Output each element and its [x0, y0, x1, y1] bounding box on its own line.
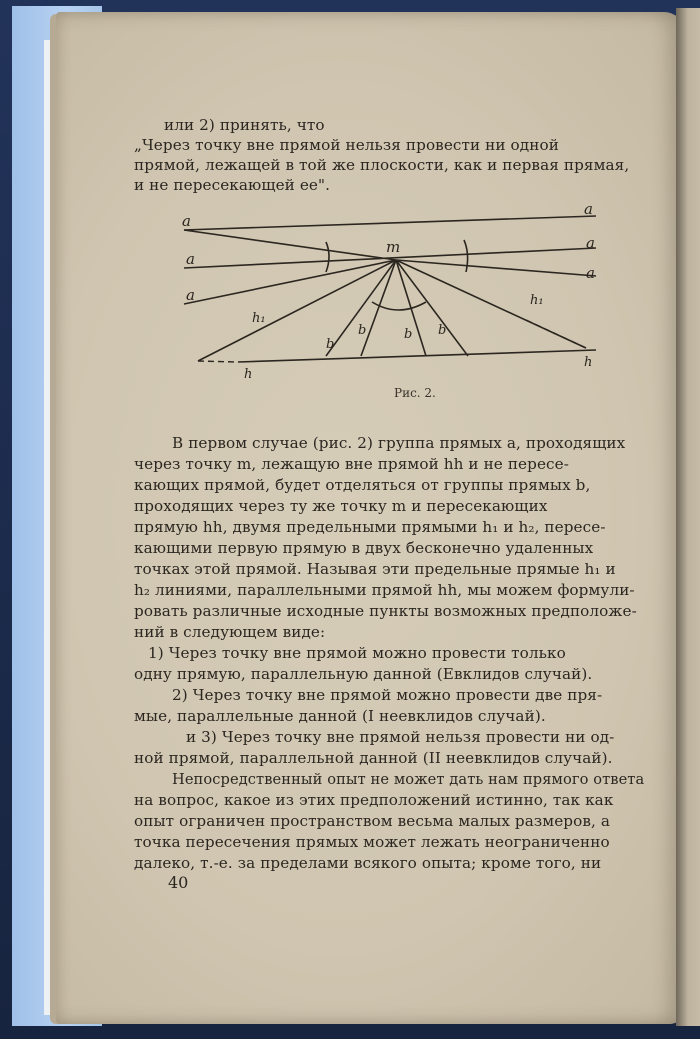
- body-line: на вопрос, какое из этих предположений истинно, так как: [134, 791, 614, 809]
- label-a-left-1: a: [182, 212, 191, 230]
- line-a-1-left: [184, 230, 396, 260]
- body-line: кающими первую прямую в двух бесконечно удаленных: [134, 539, 594, 557]
- label-a-right-2: a: [586, 234, 595, 252]
- arc-left: [326, 242, 329, 272]
- body-line: 2) Через точку вне прямой можно провести две пря-: [172, 686, 603, 704]
- dashed-h1-left: [198, 361, 238, 362]
- facing-page-edge: [676, 8, 700, 1026]
- line-hh: [238, 350, 596, 362]
- figure-parallel-lines: [176, 196, 620, 386]
- body-line: опыт ограничен пространством весьма малых размеров, а: [134, 812, 611, 830]
- label-b-2: b: [358, 323, 367, 338]
- body-line: ной прямой, параллельной данной (II неевклидов случай).: [134, 749, 613, 767]
- label-h-left: h: [244, 367, 253, 382]
- label-m: m: [386, 238, 401, 256]
- body-line: кающих прямой, будет отделяться от группы прямых b,: [134, 476, 591, 494]
- body-line: В первом случае (рис. 2) группа прямых a, проходящих: [172, 434, 626, 452]
- label-a-left-3: a: [186, 286, 195, 304]
- page-number: 40: [168, 873, 189, 892]
- body-line: Непосредственный опыт не может дать нам прямого ответа: [172, 770, 645, 788]
- line-h1-left: [198, 260, 396, 361]
- figure-caption: Рис. 2.: [394, 386, 436, 400]
- intro-line: „Через точку вне прямой нельзя провести ни одной: [134, 136, 559, 154]
- body-line: прямую hh, двумя предельными прямыми h₁ и h₂, пересе-: [134, 518, 606, 536]
- label-h-right: h: [584, 355, 593, 370]
- body-line: 1) Через точку вне прямой можно провести только: [148, 644, 566, 662]
- label-b-1: b: [326, 337, 335, 352]
- body-line: точках этой прямой. Называя эти предельные прямые h₁ и: [134, 560, 616, 578]
- body-line: и 3) Через точку вне прямой нельзя провести ни од-: [186, 728, 615, 746]
- label-b-3: b: [404, 327, 413, 342]
- label-a-right-1: a: [584, 200, 593, 218]
- body-line: h₂ линиями, параллельными прямой hh, мы можем формули-: [134, 581, 635, 599]
- body-line: одну прямую, параллельную данной (Евклидов случай).: [134, 665, 593, 683]
- label-a-right-3: a: [586, 264, 595, 282]
- body-line: точка пересечения прямых может лежать неограниченно: [134, 833, 610, 851]
- body-line: ровать различные исходные пункты возможных предположе-: [134, 602, 637, 620]
- intro-line: прямой, лежащей в той же плоскости, как и первая прямая,: [134, 156, 630, 174]
- label-b-4: b: [438, 323, 447, 338]
- body-line: через точку m, лежащую вне прямой hh и не пересе-: [134, 455, 569, 473]
- intro-line: или 2) принять, что: [164, 116, 325, 134]
- label-h1-left: h₁: [252, 311, 266, 326]
- arc-right: [464, 240, 468, 272]
- line-a-1: [184, 216, 596, 230]
- body-line: проходящих через ту же точку m и пересекающих: [134, 497, 548, 515]
- label-a-left-2: a: [186, 250, 195, 268]
- body-line: ний в следующем виде:: [134, 623, 326, 641]
- label-h1-right: h₁: [530, 293, 544, 308]
- body-line: далеко, т.-е. за пределами всякого опыта; кроме того, ни: [134, 854, 602, 872]
- body-line: мые, параллельные данной (I неевклидов случай).: [134, 707, 546, 725]
- intro-line: и не пересекающей ее".: [134, 176, 331, 194]
